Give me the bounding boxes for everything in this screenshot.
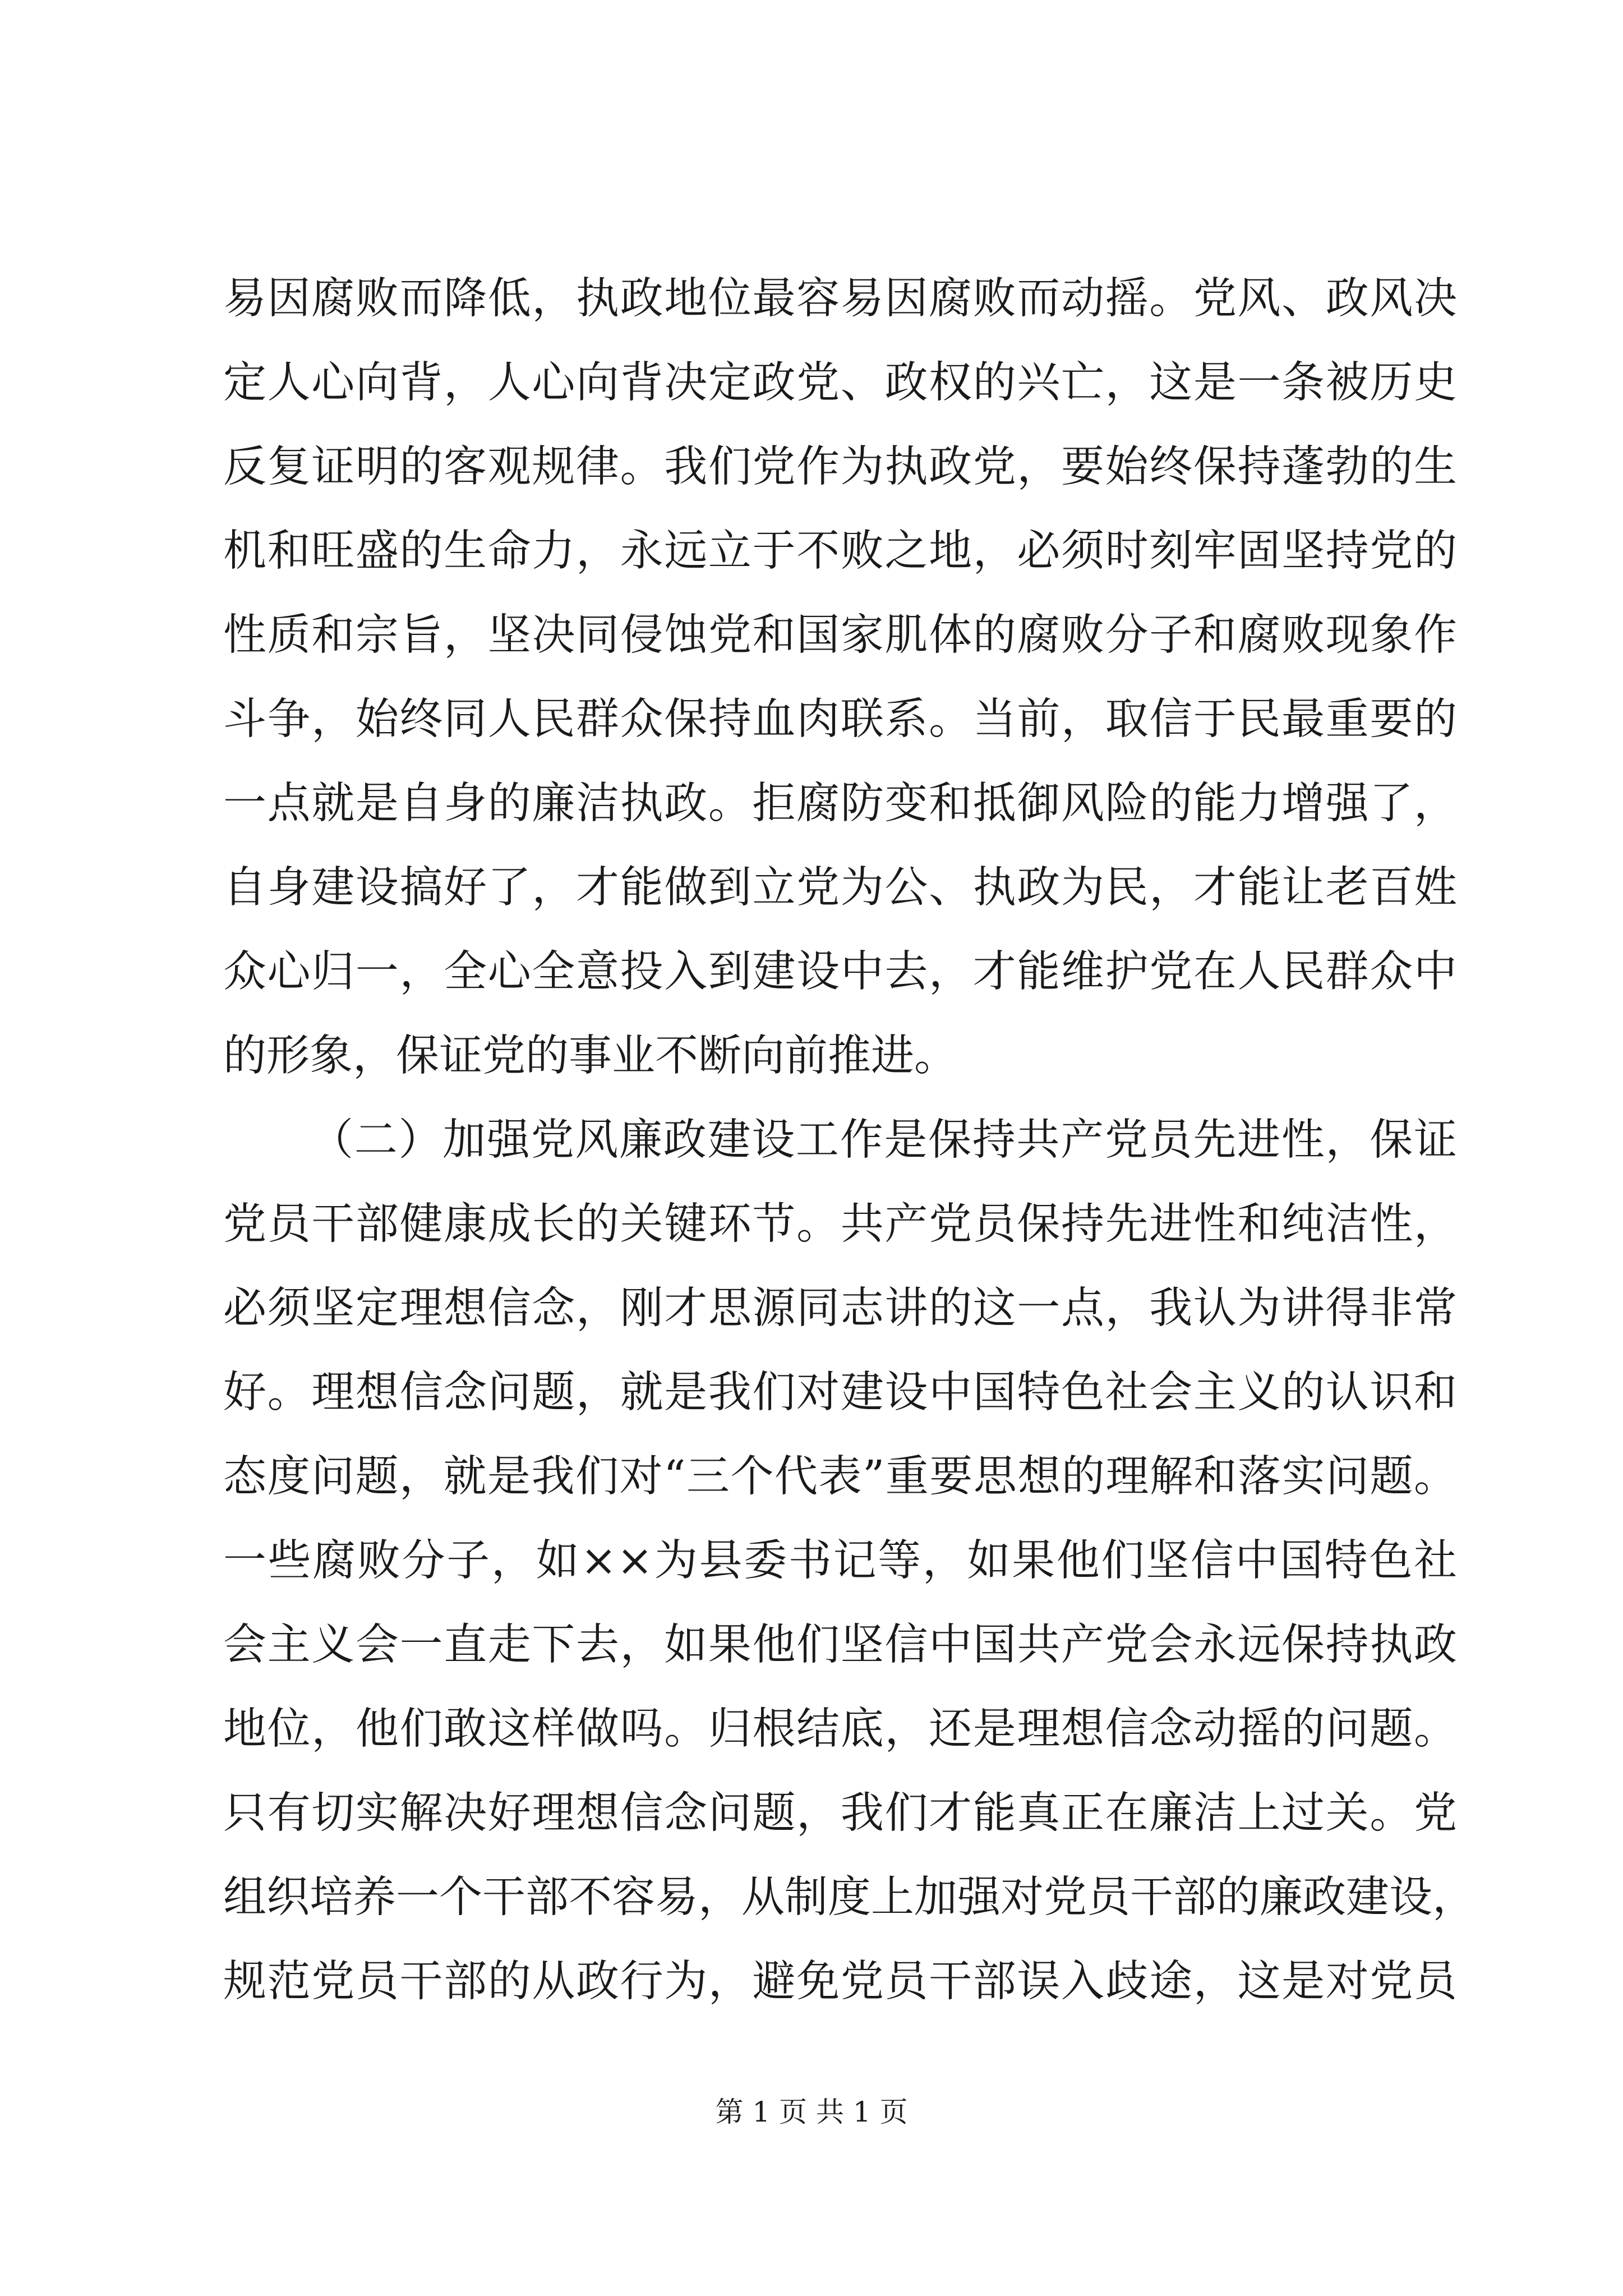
text-line: 好。理想信念问题，就是我们对建设中国特色社会主义的认识和	[223, 1368, 1457, 1418]
page-number-footer: 第 1 页 共 1 页	[715, 2096, 908, 2128]
text-line: 必须坚定理想信念，刚才思源同志讲的这一点，我认为讲得非常	[223, 1283, 1457, 1333]
text-line: 规范党员干部的从政行为，避免党员干部误入歧途，这是对党员	[223, 1957, 1457, 2007]
body-text	[223, 257, 1476, 2024]
text-line: 地位，他们敢这样做吗。归根结底，还是理想信念动摇的问题。	[223, 1704, 1457, 1754]
paragraph-end-line: 的形象，保证党的事业不断向前推进。	[223, 1031, 957, 1081]
text-line: 性质和宗旨，坚决同侵蚀党和国家肌体的腐败分子和腐败现象作	[223, 610, 1457, 660]
text-line: 会主义会一直走下去，如果他们坚信中国共产党会永远保持执政	[223, 1620, 1457, 1670]
text-line: 一点就是自身的廉洁执政。拒腐防变和抵御风险的能力增强了，	[223, 779, 1457, 829]
text-line: 定人心向背，人心向背决定政党、政权的兴亡，这是一条被历史	[223, 358, 1457, 408]
text-line: 一些腐败分子，如××为县委书记等，如果他们坚信中国特色社	[223, 1536, 1457, 1586]
text-line: 自身建设搞好了，才能做到立党为公、执政为民，才能让老百姓	[223, 863, 1457, 913]
text-line: 只有切实解决好理想信念问题，我们才能真正在廉洁上过关。党	[223, 1788, 1457, 1838]
text-line: 组织培养一个干部不容易，从制度上加强对党员干部的廉政建设，	[223, 1872, 1476, 1922]
text-line: 机和旺盛的生命力，永远立于不败之地，必须时刻牢固坚持党的	[223, 526, 1457, 576]
section-heading-line: （二）加强党风廉政建设工作是保持共产党员先进性，保证	[310, 1115, 1457, 1165]
text-line: 易因腐败而降低，执政地位最容易因腐败而动摇。党风、政风决	[223, 274, 1457, 324]
text-line: 众心归一，全心全意投入到建设中去，才能维护党在人民群众中	[223, 947, 1457, 997]
text-line: 党员干部健康成长的关键环节。共产党员保持先进性和纯洁性，	[223, 1199, 1457, 1249]
text-line: 态度问题，就是我们对“三个代表”重要思想的理解和落实问题。	[223, 1452, 1457, 1502]
text-line: 斗争，始终同人民群众保持血肉联系。当前，取信于民最重要的	[223, 694, 1457, 744]
text-line: 反复证明的客观规律。我们党作为执政党，要始终保持蓬勃的生	[223, 442, 1457, 492]
